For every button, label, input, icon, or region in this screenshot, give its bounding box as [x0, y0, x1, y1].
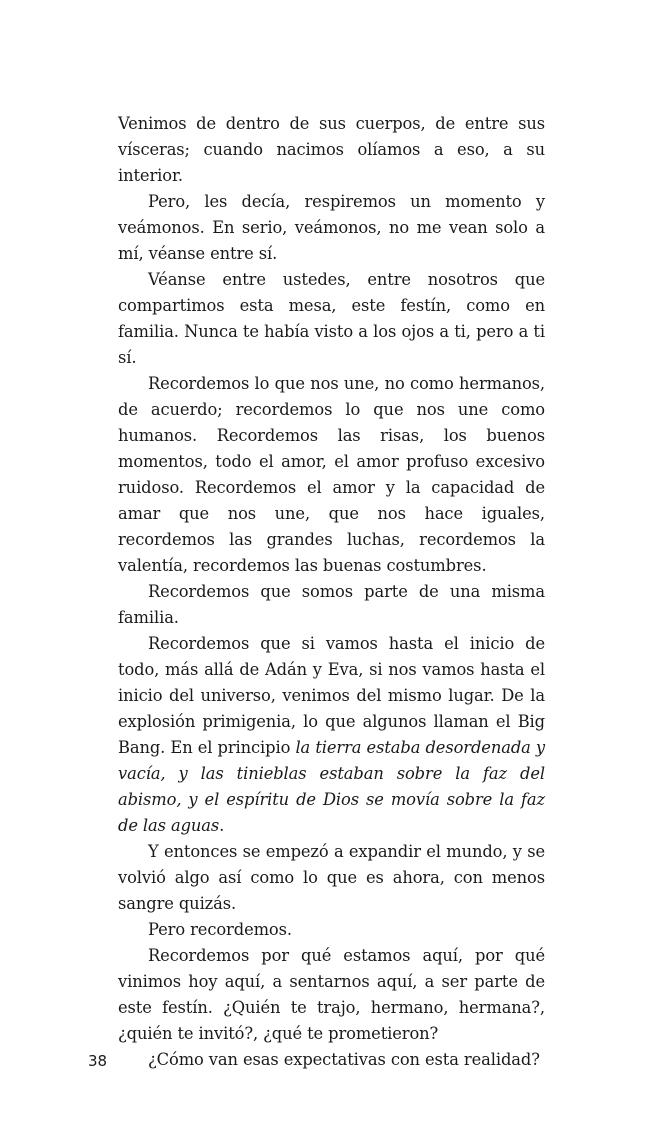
paragraph: ¿Cómo van esas expectativas con esta realidad?: [148, 1050, 540, 1069]
page-number: 38: [88, 1052, 108, 1070]
paragraph: Recordemos que somos parte de una misma familia.: [118, 582, 545, 627]
paragraph: Venimos de dentro de sus cuerpos, de entre sus vísceras; cuando nacimos olíamos a eso, a su interior.: [118, 114, 545, 185]
paragraph-intro: Recordemos que si vamos hasta el inicio de todo, más allá de Adán y Eva, si nos vamos hasta el inicio del universo, venimos del mismo lugar. De la explosión primigenia, lo que algunos llaman el Big Bang. En el principio: [118, 634, 545, 757]
paragraph-end: .: [219, 816, 225, 835]
paragraph: Véanse entre ustedes, entre nosotros que compartimos esta mesa, este festín, como en familia. Nunca te había visto a los ojos a ti, pero a ti sí.: [118, 270, 545, 367]
paragraph: Pero recordemos.: [148, 920, 292, 939]
paragraph: Pero, les decía, respiremos un momento y veámonos. En serio, veámonos, no me vean solo a mí, véanse entre sí.: [118, 192, 545, 263]
paragraph: Y entonces se empezó a expandir el mundo, y se volvió algo así como lo que es ahora, con menos sangre quizás.: [118, 842, 545, 913]
paragraph: Recordemos lo que nos une, no como hermanos, de acuerdo; recordemos lo que nos une como humanos. Recordemos las risas, los buenos momentos, todo el amor, el amor profuso excesivo ruidoso. Recordemos el amor y la capacidad de amar que nos une, que nos hace iguales, recordemos las grandes luchas, recordemos la valentía, recordemos las buenas costumbres.: [118, 374, 545, 575]
paragraph: Recordemos por qué estamos aquí, por qué vinimos hoy aquí, a sentarnos aquí, a ser parte de este festín. ¿Quién te trajo, hermano, hermana?, ¿quién te invitó?, ¿qué te prometieron?: [118, 946, 545, 1043]
paragraph-with-quote: [118, 631, 545, 839]
body-text: [118, 111, 545, 1073]
biblical-quote: la tierra estaba desordenada y vacía, y las tinieblas estaban sobre la faz del abismo, y el espíritu de Dios se movía sobre la faz de las aguas: [118, 738, 545, 835]
